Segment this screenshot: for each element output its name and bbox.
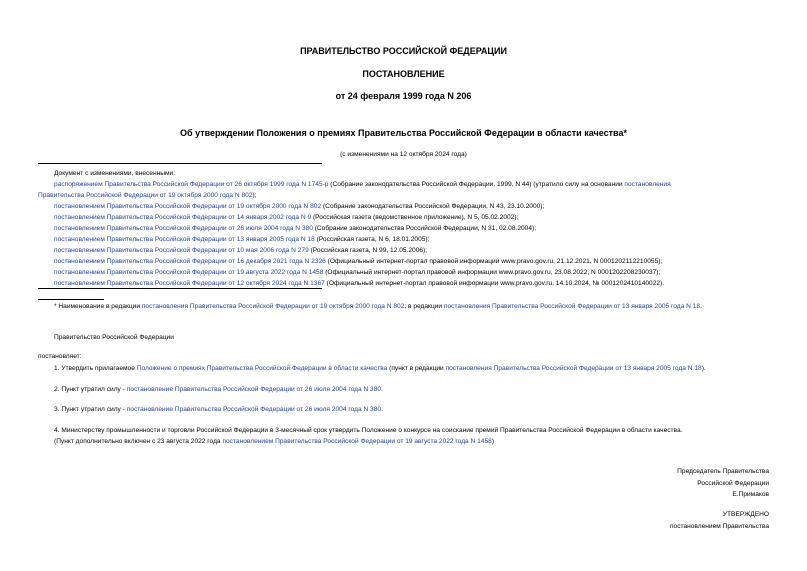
change-source: (Официальный интернет-портал правовой информации www.pravo.gov.ru, 23.08.2022, N 0001202208230037); xyxy=(323,269,661,276)
p1-link-decree[interactable]: постановления Правительства Российской Федерации от 13 января 2005 года N 18 xyxy=(445,365,702,372)
paragraph-4: 4. Министерству промышленности и торговли Российской Федерации в 3-месячный срок утвердить Положение о конкурсе на соискание премий Правительства Российской Федерации в области качества. xyxy=(54,427,683,434)
p2-text: 2. Пункт утратил силу - xyxy=(54,386,127,393)
changes-intro: Документ с изменениями, внесенными: xyxy=(54,170,176,177)
signature-block xyxy=(677,466,769,501)
change-link-rasp-3[interactable]: Правительства Российской Федерации от 19 октября 2000 года N 802 xyxy=(38,192,253,199)
change-link[interactable]: постановлением Правительства Российской Федерации от 13 января 2005 года N 18 xyxy=(54,236,315,243)
changes-block xyxy=(38,168,773,289)
footnote-text-3: . xyxy=(700,303,702,310)
revision-note: (с изменениями на 12 октября 2024 года) xyxy=(340,151,467,158)
change-item xyxy=(38,223,773,234)
government-heading: ПРАВИТЕЛЬСТВО РОССИЙСКОЙ ФЕДЕРАЦИИ xyxy=(300,46,507,56)
change-link-rasp-2[interactable]: постановления xyxy=(624,181,671,188)
divider-top xyxy=(38,163,322,164)
p4-note-text: (Пункт дополнительно включен с 23 августа 2022 года xyxy=(54,438,223,445)
change-item-rasp xyxy=(38,179,773,190)
footnote-rule xyxy=(38,299,104,300)
change-link[interactable]: постановлением Правительства Российской Федерации от 14 января 2002 года N 9 xyxy=(54,214,312,221)
divider-bottom xyxy=(38,288,322,289)
p4-end: ) xyxy=(491,438,495,445)
p1-text: 1. Утвердить прилагаемое xyxy=(54,365,137,372)
change-source: (Российская газета (ведомственное приложение), N 5, 05.02.2002); xyxy=(311,214,519,221)
change-item xyxy=(38,267,773,278)
change-source: (Российская газета, N 99, 12.05.2006); xyxy=(308,247,428,254)
change-item xyxy=(38,234,773,245)
p2-end: . xyxy=(381,386,383,393)
p1-link-regulation[interactable]: Положение о премиях Правительства Российской Федерации в области качества xyxy=(136,365,388,372)
change-link[interactable]: постановлением Правительства Российской Федерации от 12 октября 2024 года N 1367 xyxy=(54,280,325,287)
change-link[interactable]: постановлением Правительства Российской Федерации от 10 мая 2006 года N 279 xyxy=(54,247,309,254)
signature-title: Председатель Правительства xyxy=(677,468,769,475)
change-source: (Российская газета, N 6, 18.01.2005); xyxy=(314,236,430,243)
footnote-link-2[interactable]: постановления Правительства Российской Федерации от 13 января 2005 года N 18 xyxy=(443,303,701,310)
change-link[interactable]: постановлением Правительства Российской Федерации от 19 октября 2000 года N 802 xyxy=(54,203,322,210)
change-item xyxy=(38,201,773,212)
p1-text-2: (пункт в редакции xyxy=(387,365,446,372)
paragraph-1 xyxy=(54,365,706,372)
footnote-text-2: ; в редакции xyxy=(404,303,444,310)
footnote-link-1[interactable]: постановления Правительства Российской Федерации от 19 октября 2000 года N 802 xyxy=(141,303,405,310)
change-source: (Официальный интернет-портал правовой информации www.pravo.gov.ru, 21.12.2021, N 0001202112210055); xyxy=(325,258,663,265)
approved-block xyxy=(670,509,769,532)
change-source: (Официальный интернет-портал правовой информации www.pravo.gov.ru, 14.10.2024, № 0001202410140022). xyxy=(324,280,665,287)
change-item xyxy=(38,212,773,223)
p3-link[interactable]: постановление Правительства Российской Федерации от 26 июля 2004 года N 380 xyxy=(126,406,382,413)
change-item xyxy=(38,245,773,256)
change-link[interactable]: постановлением Правительства Российской Федерации от 16 декабря 2021 года N 2326 xyxy=(54,258,326,265)
p3-end: . xyxy=(381,406,383,413)
change-source: (Собрание законодательства Российской Федерации, N 43, 23.10.2000); xyxy=(321,203,545,210)
change-text-rasp-end: ); xyxy=(252,192,257,199)
paragraph-4-note xyxy=(54,438,494,445)
change-link-rasp[interactable]: распоряжением Правительства Российской Федерации от 26 октября 1999 года N 1745-р xyxy=(54,181,329,188)
date-number: от 24 февраля 1999 года N 206 xyxy=(335,91,472,101)
p3-text: 3. Пункт утратил силу - xyxy=(54,406,127,413)
footnote-text: * Наименование в редакции xyxy=(54,303,142,310)
signature-name: Е.Примаков xyxy=(732,491,769,498)
approved-label: УТВЕРЖДЕНО xyxy=(722,511,769,518)
paragraph-2 xyxy=(54,386,383,393)
p1-end: ). xyxy=(701,365,706,372)
change-source: (Собрание законодательства Российской Федерации, N 31, 02.08.2004); xyxy=(312,225,537,232)
document-title: Об утверждении Положения о премиях Правительства Российской Федерации в области качества* xyxy=(180,128,627,138)
approved-by: постановлением Правительства xyxy=(669,522,769,530)
footnote xyxy=(54,303,702,310)
p2-link[interactable]: постановление Правительства Российской Федерации от 26 июля 2004 года N 380 xyxy=(126,386,382,393)
decrees-label: постановляет: xyxy=(38,353,82,360)
government-label: Правительство Российской Федерации xyxy=(54,334,174,341)
change-item-rasp-cont xyxy=(38,190,773,201)
change-link[interactable]: постановлением Правительства Российской Федерации от 26 июля 2004 года N 380 xyxy=(54,225,313,232)
change-link[interactable]: постановлением Правительства Российской Федерации от 19 августа 2022 года N 1458 xyxy=(54,269,324,276)
change-item xyxy=(38,256,773,267)
change-text-rasp: (Собрание законодательства Российской Федерации, 1999, N 44) (утратило силу на основании xyxy=(328,181,625,188)
paragraph-3 xyxy=(54,406,383,413)
signature-title-2: Российской Федерации xyxy=(697,479,769,487)
p4-link[interactable]: постановлением Правительства Российской Федерации от 19 августа 2022 года N 1458 xyxy=(222,438,492,445)
doc-type-heading: ПОСТАНОВЛЕНИЕ xyxy=(362,69,445,79)
